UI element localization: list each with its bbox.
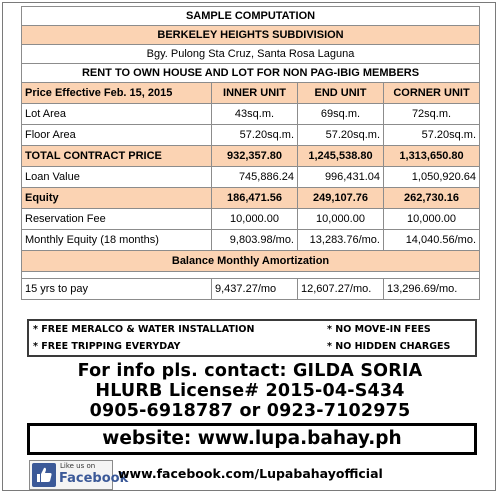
amortization-title: Balance Monthly Amortization (22, 251, 480, 272)
header-inner-unit: INNER UNIT (212, 83, 298, 104)
row-label: Monthly Equity (18 months) (22, 230, 212, 251)
cell-corner: 13,296.69/mo. (384, 279, 480, 300)
headline: RENT TO OWN HOUSE AND LOT FOR NON PAG-IBIG MEMBERS (22, 64, 480, 83)
cell-corner: 14,040.56/mo. (384, 230, 480, 251)
table-row (22, 209, 480, 230)
row-label: Reservation Fee (22, 209, 212, 230)
header-end-unit: END UNIT (298, 83, 384, 104)
phone-line: 0905-6918787 or 0923-7102975 (89, 401, 411, 421)
cell-inner: 186,471.56 (212, 188, 298, 209)
perk-no-hidden-charges: * NO HIDDEN CHARGES (327, 341, 451, 352)
row-label: Equity (22, 188, 212, 209)
cell-corner: 1,050,920.64 (384, 167, 480, 188)
facebook-like-badge[interactable] (29, 460, 129, 490)
perks-box (27, 319, 477, 357)
cell-end: 10,000.00 (298, 209, 384, 230)
facebook-url-link[interactable]: www.facebook.com/Lupabahayofficial (118, 466, 383, 481)
cell-corner: 10,000.00 (384, 209, 480, 230)
cell-end: 996,431.04 (298, 167, 384, 188)
subdivision-name: BERKELEY HEIGHTS SUBDIVISION (22, 26, 480, 45)
table-row (22, 125, 480, 146)
thumbs-up-icon (32, 463, 56, 487)
cell-inner: 9,437.27/mo (212, 279, 298, 300)
header-price-effective: Price Effective Feb. 15, 2015 (22, 83, 212, 104)
cell-inner: 43sq.m. (212, 104, 298, 125)
table-row (22, 279, 480, 300)
cell-inner: 57.20sq.m. (212, 125, 298, 146)
cell-inner: 932,357.80 (212, 146, 298, 167)
cell-corner: 57.20sq.m. (384, 125, 480, 146)
website-link[interactable]: website: www.lupa.bahay.ph (27, 423, 477, 455)
cell-end: 13,283.76/mo. (298, 230, 384, 251)
flyer-page (2, 2, 496, 491)
perk-free-installation: * FREE MERALCO & WATER INSTALLATION (33, 324, 255, 335)
perk-free-tripping: * FREE TRIPPING EVERYDAY (33, 341, 181, 352)
row-label: Loan Value (22, 167, 212, 188)
cell-end: 12,607.27/mo. (298, 279, 384, 300)
table-row (22, 146, 480, 167)
column-header-row (22, 83, 480, 104)
cell-inner: 10,000.00 (212, 209, 298, 230)
table-row (22, 188, 480, 209)
cell-end: 249,107.76 (298, 188, 384, 209)
cell-end: 69sq.m. (298, 104, 384, 125)
facebook-wordmark: Facebook (59, 471, 129, 486)
row-label: Lot Area (22, 104, 212, 125)
header-corner-unit: CORNER UNIT (384, 83, 480, 104)
cell-corner: 262,730.16 (384, 188, 480, 209)
row-label: 15 yrs to pay (22, 279, 212, 300)
perk-no-move-in-fees: * NO MOVE-IN FEES (327, 324, 431, 335)
cell-corner: 72sq.m. (384, 104, 480, 125)
like-us-text: Like us on (60, 462, 96, 470)
amortization-title-row (22, 251, 480, 272)
table-row (22, 104, 480, 125)
contact-line: For info pls. contact: GILDA SORIA (77, 361, 423, 381)
cell-inner: 745,886.24 (212, 167, 298, 188)
cell-corner: 1,313,650.80 (384, 146, 480, 167)
license-line: HLURB License# 2015-04-S434 (95, 381, 405, 401)
computation-table (21, 6, 480, 300)
cell-end: 1,245,538.80 (298, 146, 384, 167)
row-label: TOTAL CONTRACT PRICE (22, 146, 212, 167)
table-row (22, 167, 480, 188)
spacer-row (22, 272, 480, 279)
row-label: Floor Area (22, 125, 212, 146)
document-title: SAMPLE COMPUTATION (22, 7, 480, 26)
cell-end: 57.20sq.m. (298, 125, 384, 146)
cell-inner: 9,803.98/mo. (212, 230, 298, 251)
address: Bgy. Pulong Sta Cruz, Santa Rosa Laguna (22, 45, 480, 64)
table-row (22, 230, 480, 251)
